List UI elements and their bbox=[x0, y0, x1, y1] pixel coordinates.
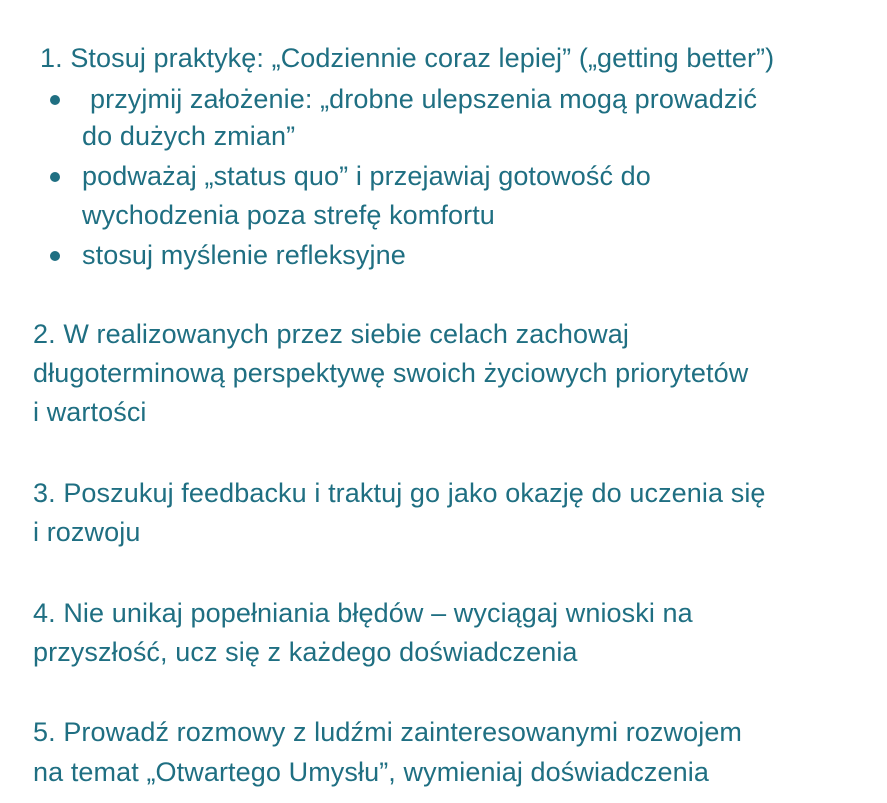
bullet-icon bbox=[50, 172, 60, 182]
item-1-bullet-3-line-1: stosuj myślenie refleksyjne bbox=[82, 240, 406, 270]
item-2-line-1: 2. W realizowanych przez siebie celach zachowaj bbox=[33, 319, 629, 349]
bullet-icon bbox=[50, 251, 60, 261]
item-1-bullet-2-line-2: wychodzenia poza strefę komfortu bbox=[82, 200, 495, 230]
item-4-line-1: 4. Nie unikaj popełniania błędów – wyciągaj wnioski na bbox=[33, 598, 693, 628]
item-2-line-3: i wartości bbox=[33, 397, 147, 427]
item-1-heading: 1. Stosuj praktykę: „Codziennie coraz lepiej” („getting better”) bbox=[40, 43, 775, 73]
item-5-line-1: 5. Prowadź rozmowy z ludźmi zainteresowanymi rozwojem bbox=[33, 717, 743, 747]
item-1-bullet-2-line-1: podważaj „status quo” i przejawiaj gotowość do bbox=[82, 161, 651, 191]
item-3-line-2: i rozwoju bbox=[33, 517, 141, 547]
item-1-bullet-1-line-2: do dużych zmian” bbox=[82, 121, 296, 151]
item-3-line-1: 3. Poszukuj feedbacku i traktuj go jako okazję do uczenia się bbox=[33, 478, 766, 508]
bullet-icon bbox=[50, 95, 60, 105]
item-4-line-2: przyszłość, ucz się z każdego doświadczenia bbox=[33, 637, 578, 667]
item-2-line-2: długoterminową perspektywę swoich życiowych priorytetów bbox=[33, 358, 749, 388]
item-5-line-2: na temat „Otwartego Umysłu”, wymieniaj doświadczenia bbox=[33, 757, 709, 787]
item-1-bullet-1-line-1: przyjmij założenie: „drobne ulepszenia mogą prowadzić bbox=[90, 84, 758, 114]
